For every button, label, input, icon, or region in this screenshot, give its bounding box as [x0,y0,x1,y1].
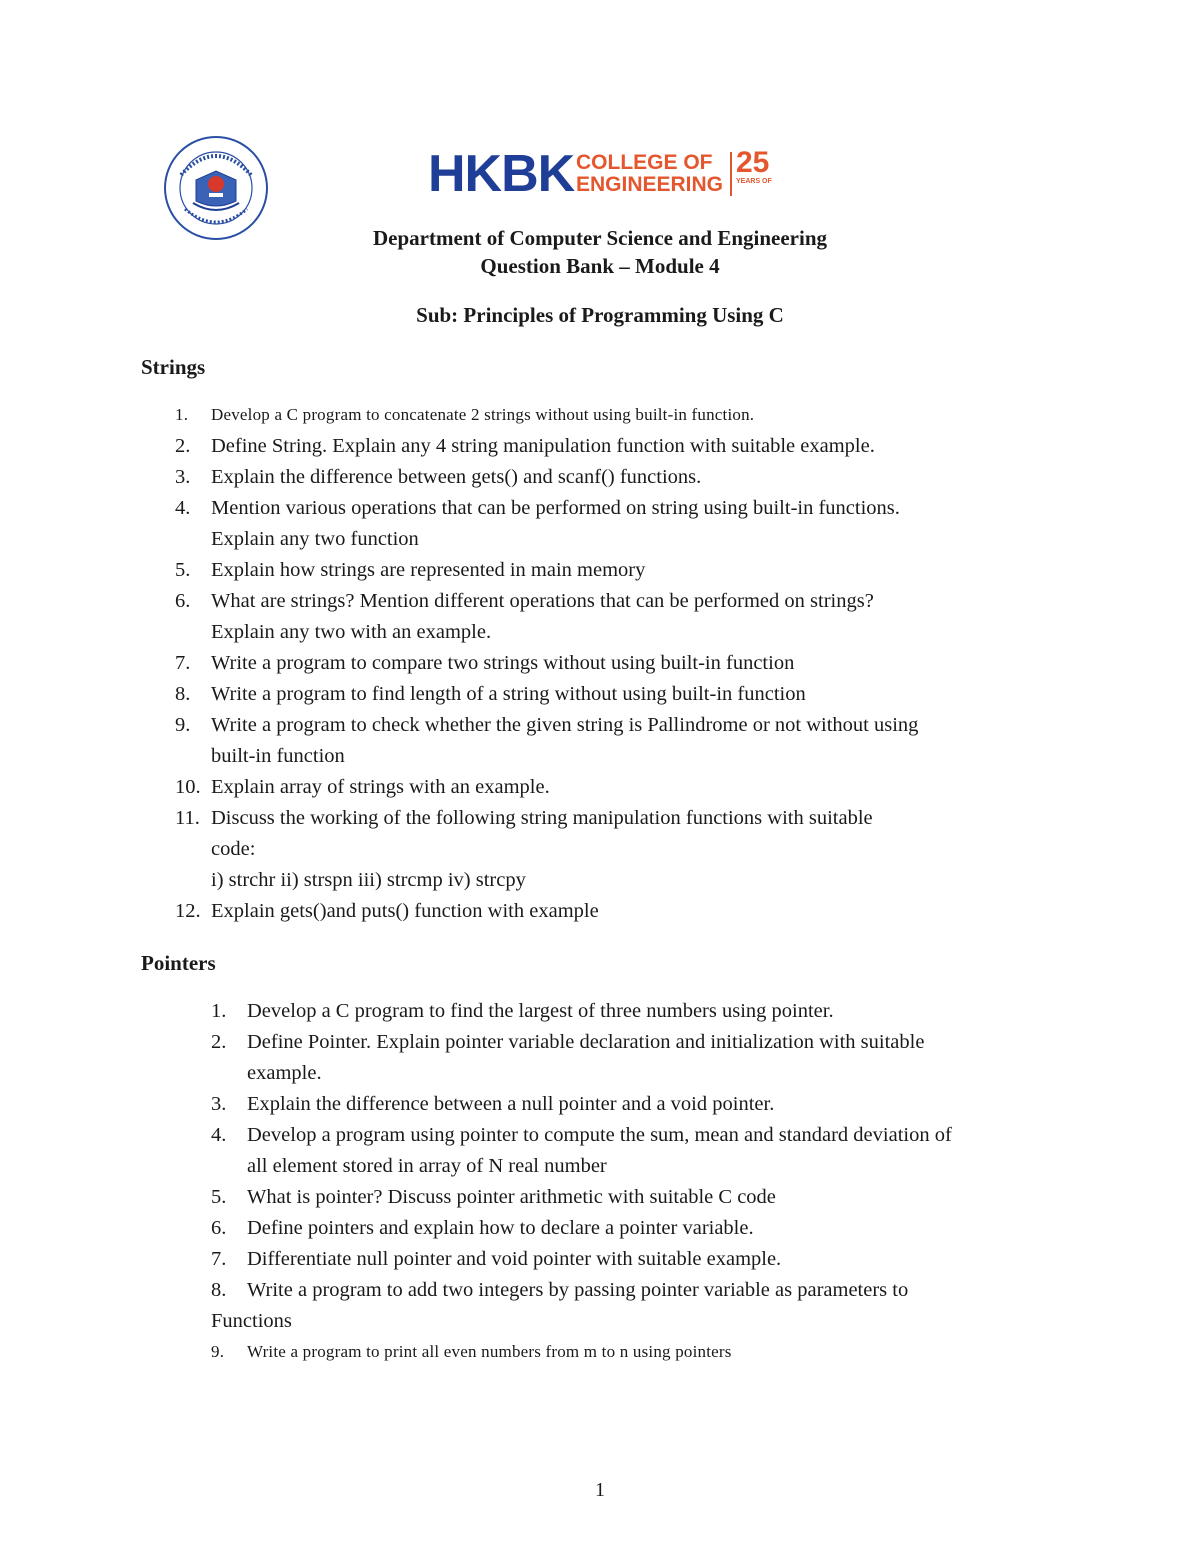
question-number: 8. [211,1279,227,1301]
question-text: Explain array of strings with an example. [211,776,550,798]
question-text: all element stored in array of N real number [247,1155,607,1177]
brand-divider [730,152,732,196]
question-text: Write a program to check whether the given string is Pallindrome or not without using [211,714,919,736]
question-number: 3. [211,1093,227,1115]
pointers-section-title: Pointers [141,951,216,975]
question-number: 1. [175,405,189,424]
brand-subtitle-2: ENGINEERING [576,173,724,196]
anniversary-text: YEARS OF [736,178,772,185]
question-number: 6. [175,590,191,612]
question-text: What are strings? Mention different operations that can be performed on strings? [211,590,874,612]
question-text: built-in function [211,745,345,767]
brand-subtitle-1: COLLEGE OF [576,151,713,174]
brand-name: HKBK [428,145,575,203]
question-number: 9. [175,714,191,736]
question-number: 9. [211,1342,225,1361]
question-text: Differentiate null pointer and void pointer with suitable example. [247,1248,782,1270]
question-number: 4. [175,497,191,519]
question-text: i) strchr ii) strspn iii) strcmp iv) strcpy [211,869,526,891]
question-text: Develop a C program to concatenate 2 strings without using built-in function. [211,405,755,424]
question-text: Develop a C program to find the largest of three numbers using pointer. [247,1000,834,1022]
question-number: 3. [175,466,191,488]
question-number: 2. [175,435,191,457]
question-number: 10. [175,776,201,798]
question-text: What is pointer? Discuss pointer arithmetic with suitable C code [247,1186,776,1208]
question-number: 7. [211,1248,227,1270]
question-text: Write a program to print all even numbers from m to n using pointers [247,1342,732,1361]
page-number: 1 [595,1479,605,1501]
question-number: 8. [175,683,191,705]
question-text: Define Pointer. Explain pointer variable declaration and initialization with suitable [247,1031,925,1053]
strings-section-title: Strings [141,355,206,379]
question-text: Explain any two with an example. [211,621,492,643]
question-text: Define String. Explain any 4 string manipulation function with suitable example. [211,435,875,457]
department-title: Department of Computer Science and Engineering [373,226,827,250]
question-bank-title: Question Bank – Module 4 [480,254,720,278]
question-text: Discuss the working of the following string manipulation functions with suitable [211,807,873,829]
question-number: 2. [211,1031,227,1053]
question-text: Mention various operations that can be performed on string using built-in functions. [211,497,900,519]
question-text: code: [211,838,256,860]
subject-title: Sub: Principles of Programming Using C [416,303,784,327]
question-text: Write a program to find length of a string without using built-in function [211,683,806,705]
question-text: example. [247,1062,322,1084]
question-number: 1. [211,1000,227,1022]
question-text: Explain the difference between a null pointer and a void pointer. [247,1093,775,1115]
question-text: Write a program to add two integers by passing pointer variable as parameters to [247,1279,909,1301]
question-text: Explain the difference between gets() and scanf() functions. [211,466,702,488]
question-number: 6. [211,1217,227,1239]
question-number: 11. [175,807,200,829]
question-text: Write a program to compare two strings without using built-in function [211,652,795,674]
question-number: 7. [175,652,191,674]
question-text: Explain how strings are represented in main memory [211,559,646,581]
question-number: 5. [175,559,191,581]
question-text: Define pointers and explain how to declare a pointer variable. [247,1217,754,1239]
college-logo [428,145,788,203]
question-number: 4. [211,1124,227,1146]
question-text: Develop a program using pointer to compute the sum, mean and standard deviation of [247,1124,952,1146]
question-text: Explain any two function [211,528,419,550]
anniversary-number: 25 [736,146,770,179]
question-number: 12. [175,900,201,922]
question-text: Functions [211,1310,292,1332]
question-number: 5. [211,1186,227,1208]
question-text: Explain gets()and puts() function with example [211,900,599,922]
